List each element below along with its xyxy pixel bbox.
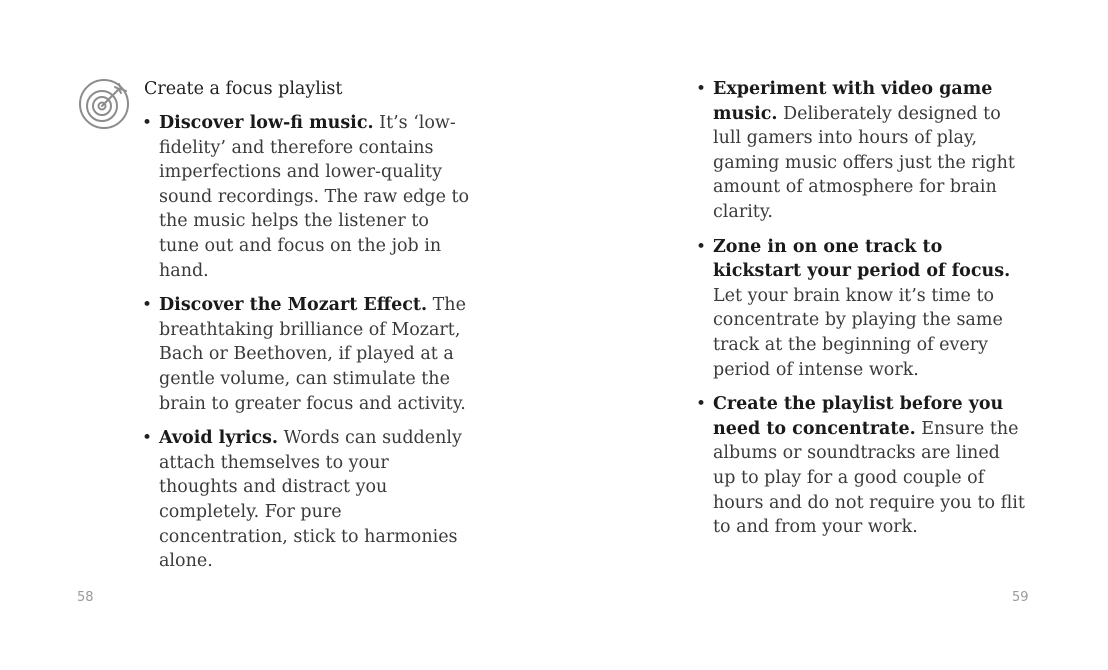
bullet-lead: Experiment with video game music. <box>713 79 993 124</box>
bullet-text: Let your brain know it’s time to concentrate by playing the same track at the beginning of every period of intense work. <box>713 285 1003 380</box>
bullet-text: It’s ‘low-fidelity’ and therefore contains imperfections and lower-quality sound recordings. The raw edge to the music helps the listener to tune out and focus on the job in hand. <box>159 113 470 281</box>
bullet-dot: • <box>696 394 707 415</box>
bullet-dot: • <box>142 295 153 316</box>
bullet-text: Deliberately designed to lull gamers into hours of play, gaming music offers just the right amount of atmosphere for brain clarity. <box>713 103 1015 222</box>
bullet-item <box>696 235 1026 383</box>
bullet-item <box>142 426 472 574</box>
target-icon <box>78 78 130 130</box>
bullet-list-left <box>142 111 472 584</box>
bullet-lead: Discover the Mozart Effect. <box>159 295 428 316</box>
bullet-dot: • <box>142 113 153 133</box>
bullet-text: Ensure the albums or soundtracks are lined up to play for a good couple of hours and do not require you to flit to and from your work. <box>713 418 1025 538</box>
bullet-lead: Create the playlist before you need to concentrate. <box>713 394 1004 439</box>
bullet-dot: • <box>696 79 707 99</box>
bullet-text: The breathtaking brilliance of Mozart, Bach or Beethoven, if played at a gentle volume, can stimulate the brain to greater focus and activity. <box>159 295 466 414</box>
bullet-item <box>142 111 472 283</box>
bullet-item <box>696 77 1026 225</box>
page-number-left: 58 <box>77 590 94 605</box>
bullet-lead: Avoid lyrics. <box>159 428 278 449</box>
section-heading: Create a focus playlist <box>144 79 343 99</box>
page-number-right: 59 <box>1012 590 1029 605</box>
bullet-item <box>696 392 1026 540</box>
bullet-dot: • <box>142 428 153 449</box>
bullet-list-right <box>696 77 1026 550</box>
bullet-text: Words can suddenly attach themselves to your thoughts and distract you completely. For pure concentration, stick to harmonies alone. <box>159 428 462 572</box>
bullet-item <box>142 293 472 416</box>
bullet-dot: • <box>696 236 707 257</box>
bullet-lead: Discover low-fi music. <box>159 113 374 133</box>
bullet-lead: Zone in on one track to kickstart your period of focus. <box>713 236 1011 282</box>
right-page <box>554 0 1108 670</box>
